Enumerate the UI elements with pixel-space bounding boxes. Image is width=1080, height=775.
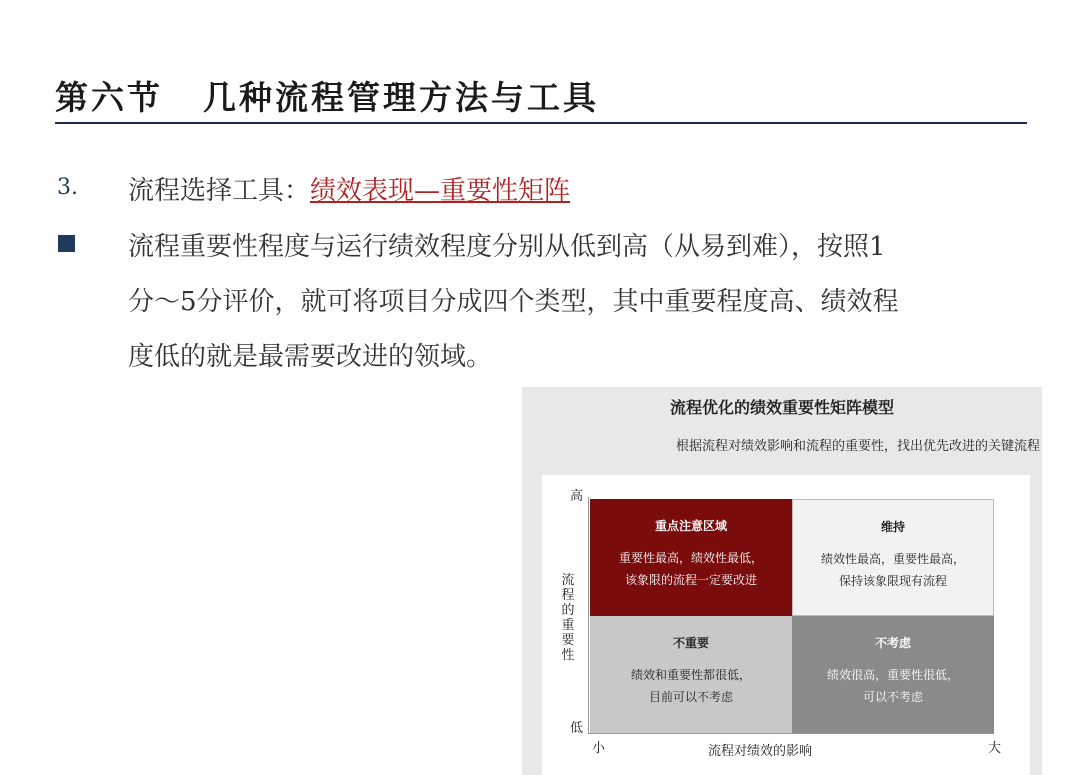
title-divider xyxy=(55,122,1027,124)
quadrant-maintain xyxy=(792,499,994,616)
y-axis-label: 流程的重要性 xyxy=(561,573,575,663)
quadrant-text: 绩效和重要性都很低， xyxy=(630,668,751,682)
bullet-line-2: 分～5分评价，就可将项目分成四个类型，其中重要程度高、绩效程 xyxy=(128,287,899,317)
matrix-subtitle: 根据流程对绩效影响和流程的重要性，找出优先改进的关键流程 xyxy=(675,439,1040,454)
section-title: 几种流程管理方法与工具 xyxy=(203,78,599,117)
y-axis-low: 低 xyxy=(570,721,584,736)
item-prefix: 流程选择工具： xyxy=(128,176,311,206)
page-title xyxy=(55,72,599,119)
quadrant-text: 绩效很高，重要性很低， xyxy=(826,668,959,682)
quadrant-text: 该象限的流程一定要改进 xyxy=(624,573,757,587)
quadrant-heading: 维持 xyxy=(880,520,905,534)
quadrant-heading: 不考虑 xyxy=(874,636,911,650)
item-text xyxy=(128,170,570,207)
item-number: 3. xyxy=(57,175,78,200)
y-axis-high: 高 xyxy=(570,489,584,504)
matrix-link[interactable]: 绩效表现—重要性矩阵 xyxy=(310,176,571,206)
x-axis-low: 小 xyxy=(592,741,606,756)
bullet-square-icon xyxy=(58,235,75,252)
quadrant-text: 重要性最高，绩效性最低， xyxy=(618,551,763,565)
y-axis-line xyxy=(588,497,589,733)
matrix-title: 流程优化的绩效重要性矩阵模型 xyxy=(669,398,894,417)
quadrant-text: 目前可以不考虑 xyxy=(648,690,733,704)
x-axis-label: 流程对绩效的影响 xyxy=(708,744,813,759)
section-number: 第六节 xyxy=(55,78,163,117)
bullet-line-1: 流程重要性程度与运行绩效程度分别从低到高（从易到难），按照1 xyxy=(128,232,886,262)
x-axis-line xyxy=(588,733,994,734)
matrix-panel xyxy=(522,387,1042,775)
quadrant-heading: 不重要 xyxy=(672,636,709,650)
x-axis-high: 大 xyxy=(988,741,1002,756)
quadrant-ignore xyxy=(792,616,994,733)
quadrant-text: 可以不考虑 xyxy=(862,690,923,704)
quadrant-unimportant xyxy=(590,616,792,733)
matrix-area xyxy=(542,475,1030,775)
quadrant-text: 绩效性最高，重要性最高， xyxy=(820,552,965,566)
quadrant-text: 保持该象限现有流程 xyxy=(838,574,947,588)
quadrant-heading: 重点注意区域 xyxy=(654,519,727,533)
quadrant-focus xyxy=(590,499,792,616)
bullet-line-3: 度低的就是最需要改进的领域。 xyxy=(128,342,493,372)
